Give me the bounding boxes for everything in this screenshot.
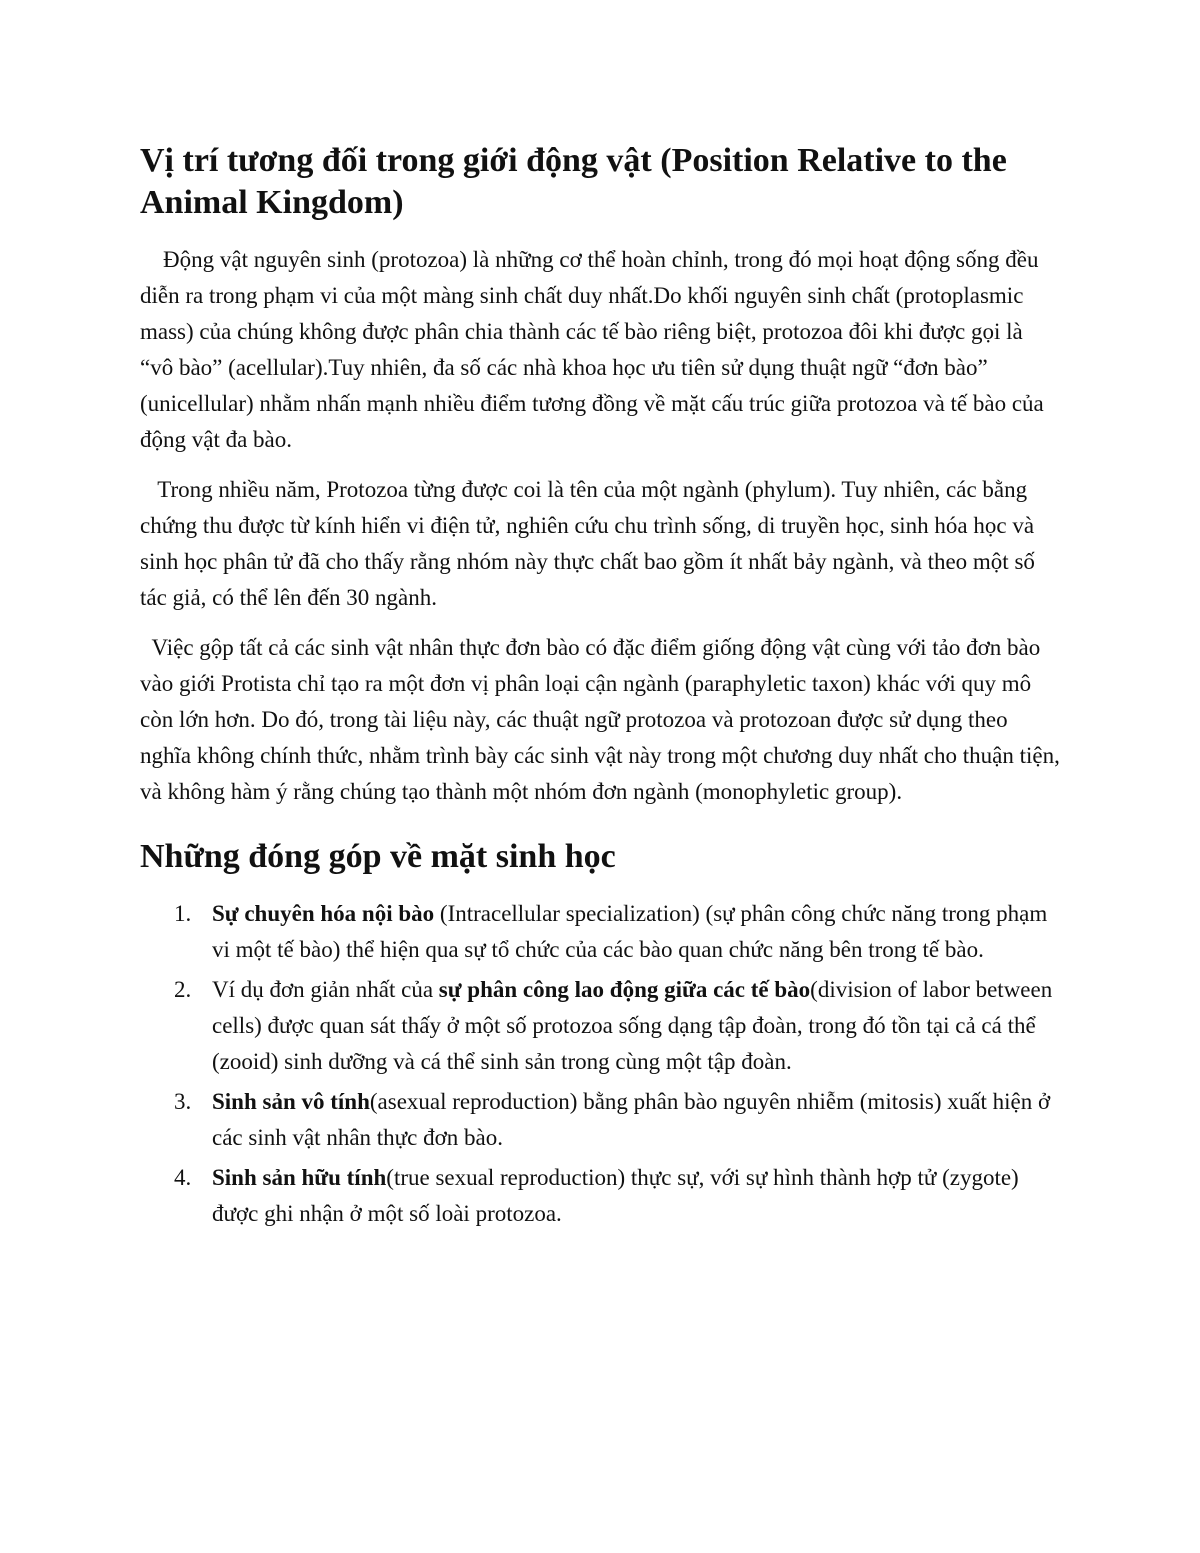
list-item	[174, 972, 1060, 1080]
paragraph-1: Động vật nguyên sinh (protozoa) là những cơ thể hoàn chỉnh, trong đó mọi hoạt động sống đều diễn ra trong phạm vi của một màng sinh chất duy nhất.Do khối nguyên sinh chất (protoplasmic mass) của chúng không được phân chia thành các tế bào riêng biệt, protozoa đôi khi được gọi là “vô bào” (acellular).Tuy nhiên, đa số các nhà khoa học ưu tiên sử dụng thuật ngữ “đơn bào” (unicellular) nhằm nhấn mạnh nhiều điểm tương đồng về mặt cấu trúc giữa protozoa và tế bào của động vật đa bào.	[140, 247, 1044, 452]
list-item-bold: Sự chuyên hóa nội bào	[212, 901, 435, 926]
list-item-text: (division of labor between cells) được quan sát thấy ở một số protozoa sống dạng tập đoàn, trong đó tồn tại cả cá thể (zooid) sinh dưỡng và cá thể sinh sản trong cùng một tập đoàn.	[212, 977, 1053, 1074]
list-item-prefix: Ví dụ đơn giản nhất của	[212, 977, 439, 1002]
list-item-text: (true sexual reproduction) thực sự, với sự hình thành hợp tử (zygote) được ghi nhận ở một số loài protozoa.	[212, 1165, 1019, 1226]
list-item	[174, 1160, 1060, 1232]
paragraph-3: Việc gộp tất cả các sinh vật nhân thực đơn bào có đặc điểm giống động vật cùng với tảo đơn bào vào giới Protista chỉ tạo ra một đơn vị phân loại cận ngành (paraphyletic taxon) khác với quy mô còn lớn hơn. Do đó, trong tài liệu này, các thuật ngữ protozoa và protozoan được sử dụng theo nghĩa không chính thức, nhằm trình bày các sinh vật này trong một chương duy nhất cho thuận tiện, và không hàm ý rằng chúng tạo thành một nhóm đơn ngành (monophyletic group).	[140, 635, 1060, 804]
list-item-number: 1.	[174, 901, 192, 926]
list-item-number: 4.	[174, 1165, 192, 1190]
list-item-bold: Sinh sản hữu tính	[212, 1165, 387, 1190]
list-item-number: 3.	[174, 1089, 192, 1114]
list-item	[174, 1084, 1060, 1156]
document-page	[140, 140, 1060, 1236]
paragraph-2: Trong nhiều năm, Protozoa từng được coi là tên của một ngành (phylum). Tuy nhiên, các bằng chứng thu được từ kính hiển vi điện tử, nghiên cứu chu trình sống, di truyền học, sinh hóa học và sinh học phân tử đã cho thấy rằng nhóm này thực chất bao gồm ít nhất bảy ngành, và theo một số tác giả, có thể lên đến 30 ngành.	[140, 477, 1035, 610]
list-item-bold: Sinh sản vô tính	[212, 1089, 370, 1114]
list-item-bold: sự phân công lao động giữa các tế bào	[438, 977, 811, 1002]
section-heading: Những đóng góp về mặt sinh học	[140, 838, 616, 875]
list-item	[174, 896, 1060, 968]
contributions-list	[140, 896, 1060, 1232]
page-title: Vị trí tương đối trong giới động vật (Position Relative to the Animal Kingdom)	[140, 142, 1007, 221]
list-item-text: (Intracellular specialization) (sự phân công chức năng trong phạm vi một tế bào) thể hiện qua sự tổ chức của các bào quan chức năng bên trong tế bào.	[212, 901, 1048, 962]
list-item-number: 2.	[174, 977, 192, 1002]
list-item-text: (asexual reproduction) bằng phân bào nguyên nhiễm (mitosis) xuất hiện ở các sinh vật nhân thực đơn bào.	[212, 1089, 1051, 1150]
